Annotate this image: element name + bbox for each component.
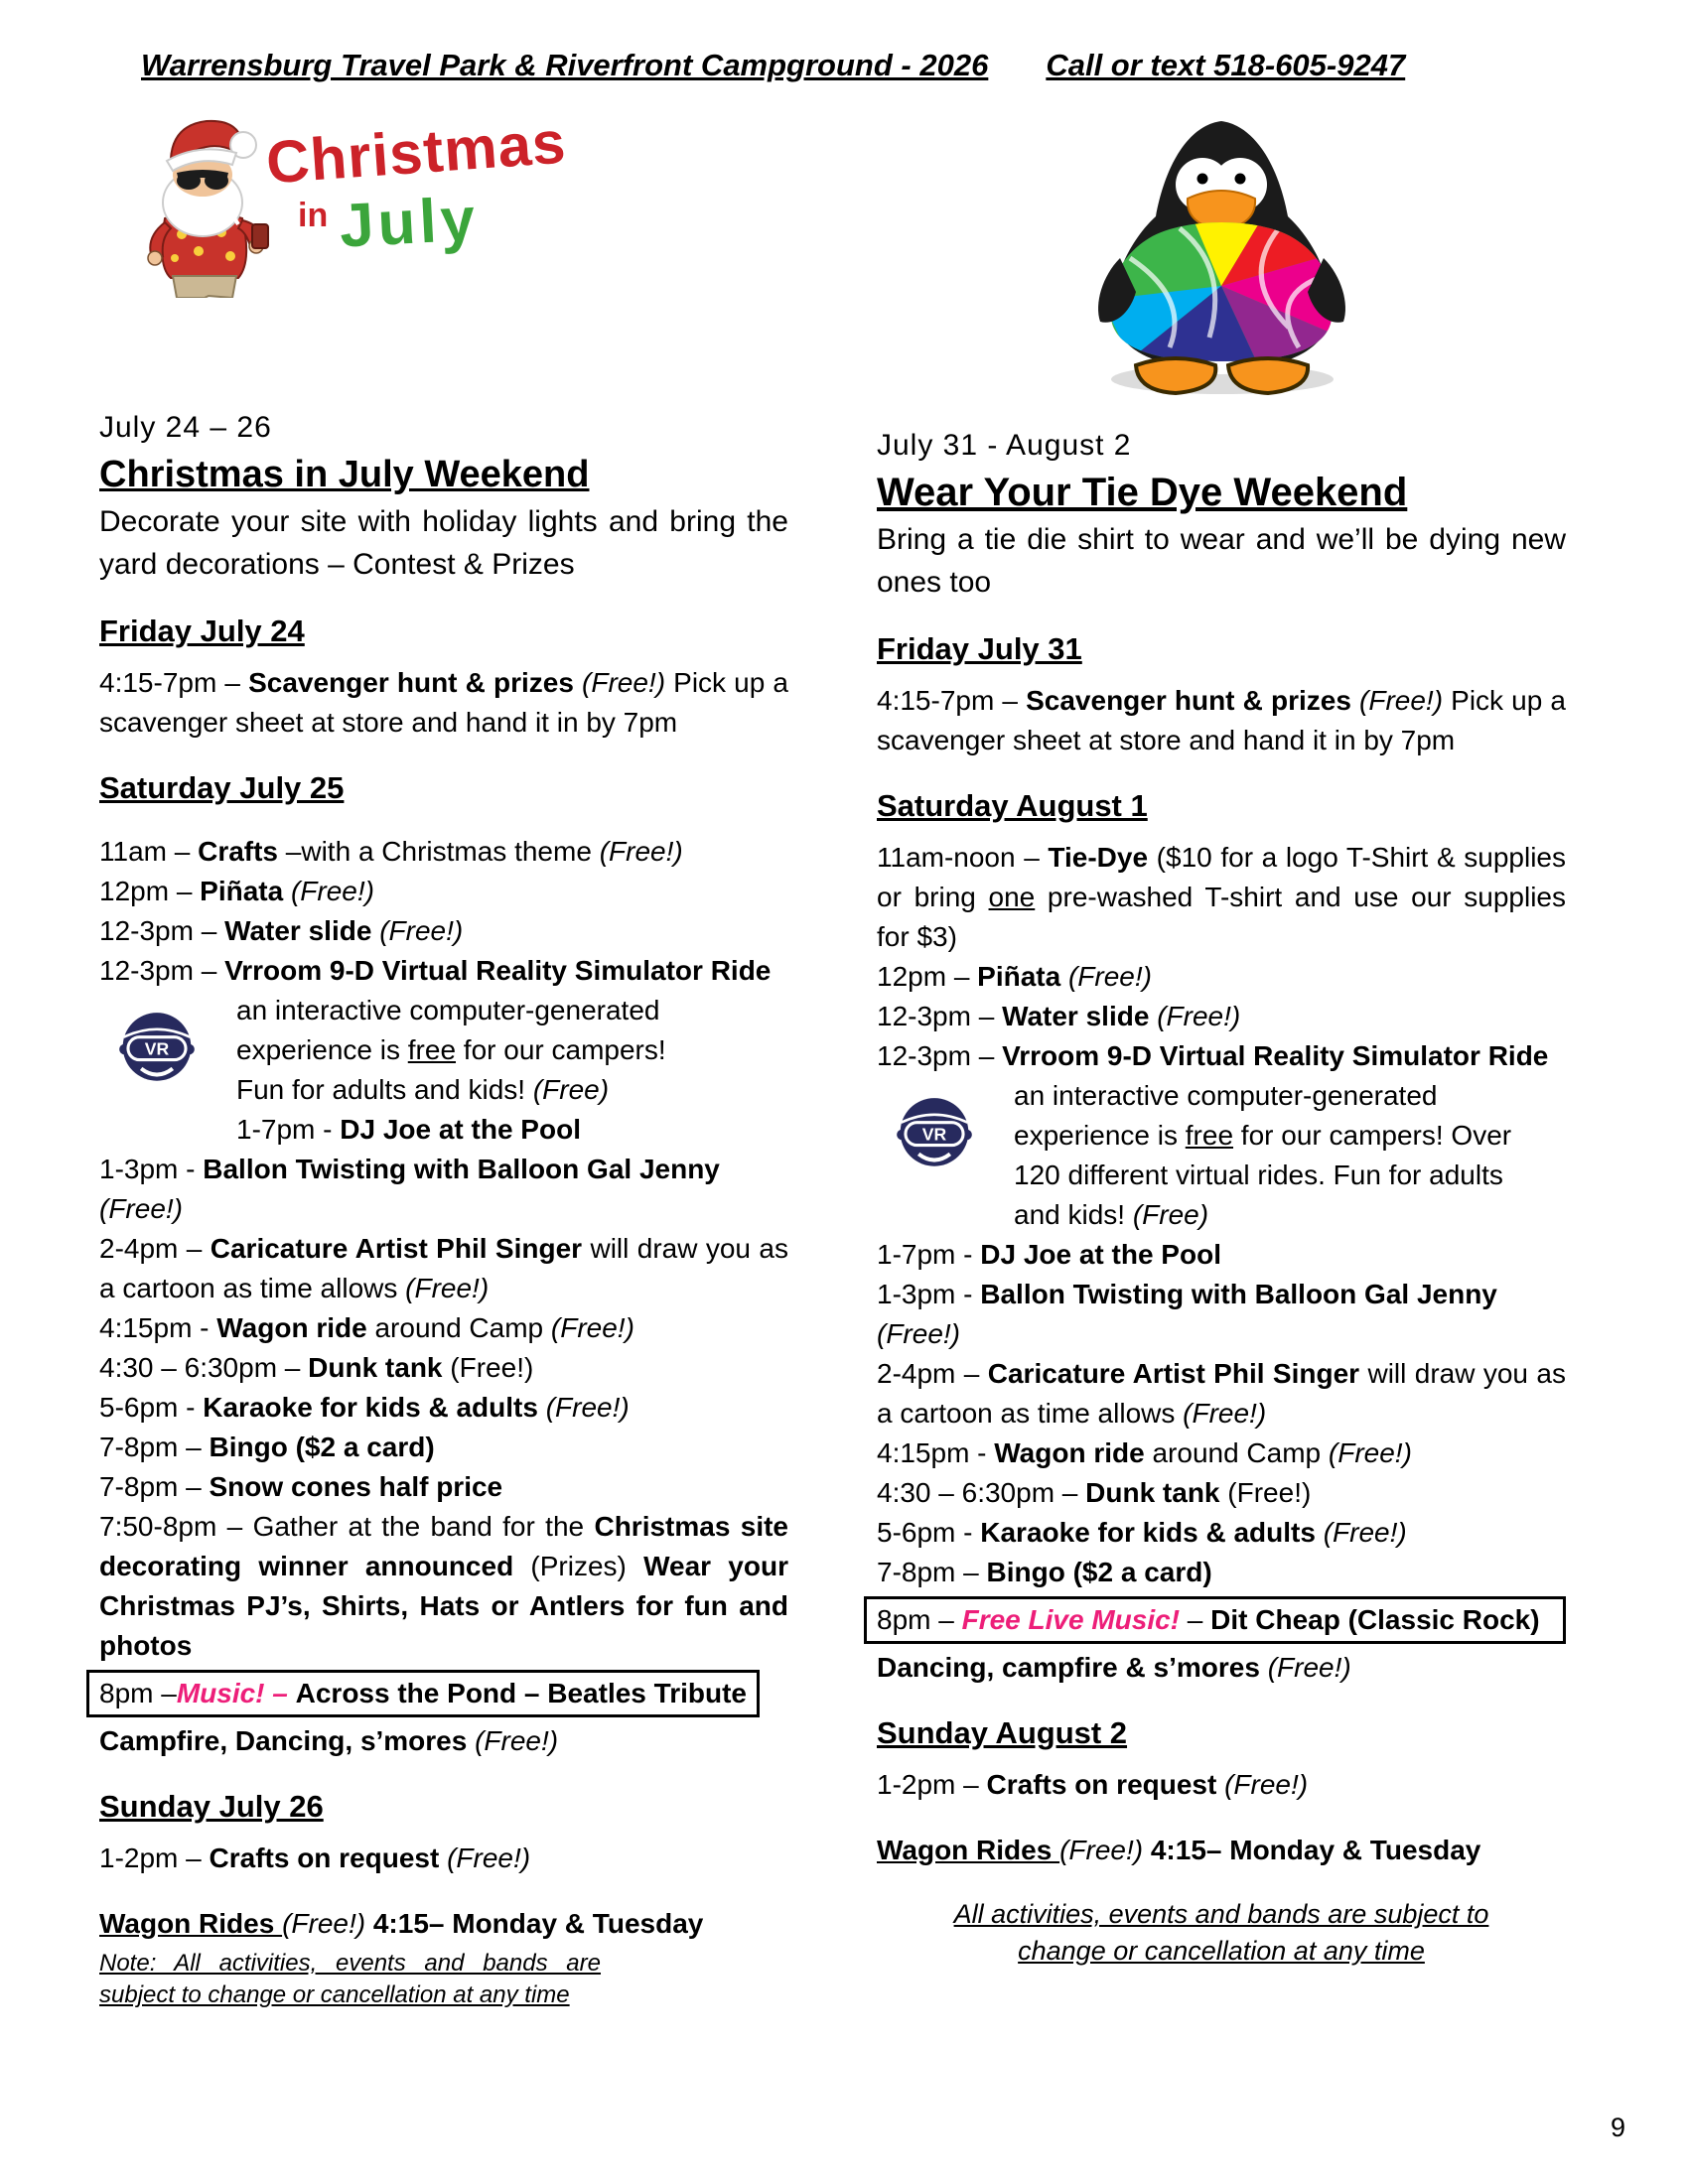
schedule-line: 7-8pm – Snow cones half price [99,1471,503,1502]
schedule-line: 1-2pm – Crafts on request (Free!) [99,1843,531,1873]
schedule-line: 5-6pm - Karaoke for kids & adults (Free!) [877,1517,1407,1548]
schedule-line: 1-3pm - Ballon Twisting with Balloon Gal Jenny (Free!) [877,1279,1497,1349]
schedule-line: 2-4pm – Caricature Artist Phil Singer will draw you as a cartoon as time allows (Free!) [877,1358,1566,1429]
schedule-line: 12pm – Piñata (Free!) [877,961,1152,992]
schedule-line: 1-3pm - Ballon Twisting with Balloon Gal Jenny (Free!) [99,1154,720,1224]
schedule-line: Campfire, Dancing, s’mores (Free!) [99,1725,559,1756]
logo-word-christmas: Christmas [263,108,569,197]
schedule-line: 12-3pm – Vrroom 9-D Virtual Reality Simulator Ride [99,955,772,986]
wagon-rides-line: Wagon Rides (Free!) 4:15– Monday & Tuesday [877,1835,1481,1865]
day-heading: Sunday July 26 [99,1789,324,1824]
section-saturday [877,786,1566,1688]
weekend-description: Bring a tie die shirt to wear and we’ll be dying new ones too [877,523,1566,599]
right-column-tie-dye-weekend [877,425,1566,1970]
tie-dye-penguin-image [1090,109,1353,399]
schedule-line: 1-7pm - DJ Joe at the Pool [877,1239,1221,1270]
schedule-line: 1-2pm – Crafts on request (Free!) [877,1769,1309,1800]
vr-ride-description: an interactive computer-generated experience is free for our campers! Fun for adults and kids! (Free) [236,995,666,1105]
logo-word-july: July [338,185,481,261]
schedule-line: 7-8pm – Bingo ($2 a card) [877,1557,1212,1587]
day-heading: Friday July 24 [99,614,305,648]
schedule-line: 12-3pm – Water slide (Free!) [99,915,464,946]
schedule-line: 8pm –Music! – Across the Pond – Beatles Tribute [86,1670,760,1717]
disclaimer-note: All activities, events and bands are subject to change or cancellation at any time [953,1899,1489,1966]
vr-ride-detail [877,1076,1566,1235]
schedule-line: 12-3pm – Vrroom 9-D Virtual Reality Simulator Ride [877,1040,1549,1071]
schedule-line: 1-7pm - DJ Joe at the Pool [236,1114,581,1145]
disclaimer-note: Note: All activities, events and bands are subject to change or cancellation at any time [99,1950,601,2008]
schedule-line: 11am-noon – Tie-Dye ($10 for a logo T-Shirt & supplies or bring one pre-washed T-shirt and use our supplies for $3) [877,842,1566,952]
schedule-line: 8pm – Free Live Music! – Dit Cheap (Classic Rock) [864,1596,1566,1644]
contact-phone: Call or text 518-605-9247 [1046,48,1406,82]
schedule-line: 11am – Crafts –with a Christmas theme (Free!) [99,836,683,867]
schedule-line: 4:15-7pm – Scavenger hunt & prizes (Free!) Pick up a scavenger sheet at store and hand it in by 7pm [877,685,1566,755]
section-sunday [99,1787,788,1878]
weekend-description: Decorate your site with holiday lights and bring the yard decorations – Contest & Prizes [99,505,788,581]
christmas-in-july-logo [127,107,569,298]
schedule-line: 7:50-8pm – Gather at the band for the Christmas site decorating winner announced (Prizes) Wear your Christmas PJ’s, Shirts, Hats or Antlers for fun and photos [99,1511,789,1661]
section-friday [877,629,1566,760]
schedule-line: 12-3pm – Water slide (Free!) [877,1001,1241,1031]
vr-headset-icon [113,999,201,1086]
day-heading: Sunday August 2 [877,1715,1128,1750]
schedule-line: 2-4pm – Caricature Artist Phil Singer will draw you as a cartoon as time allows (Free!) [99,1233,788,1303]
weekend-title: Christmas in July Weekend [99,454,590,495]
left-column-christmas-weekend [99,407,788,2011]
campground-title: Warrensburg Travel Park & Riverfront Campground - 2026 [141,48,989,82]
weekend-title: Wear Your Tie Dye Weekend [877,471,1408,514]
vr-ride-detail [99,991,788,1110]
schedule-line: 7-8pm – Bingo ($2 a card) [99,1432,435,1462]
vr-ride-description: an interactive computer-generated experience is free for our campers! Over 120 different virtual rides. Fun for adults and kids! (Free) [1014,1080,1512,1230]
date-range: July 24 – 26 [99,411,272,444]
schedule-line: 4:30 – 6:30pm – Dunk tank (Free!) [877,1477,1312,1508]
section-sunday [877,1713,1566,1805]
schedule-line: 4:15-7pm – Scavenger hunt & prizes (Free!) Pick up a scavenger sheet at store and hand it in by 7pm [99,667,788,738]
schedule-line: 4:30 – 6:30pm – Dunk tank (Free!) [99,1352,534,1383]
page-header [141,48,1551,83]
svg-text:VR: VR [144,1038,170,1059]
svg-text:VR: VR [921,1124,947,1145]
day-heading: Friday July 31 [877,631,1082,666]
vr-headset-icon [891,1084,978,1171]
logo-word-in: in [298,197,329,234]
page-number: 9 [1611,2113,1626,2142]
schedule-line: 4:15pm - Wagon ride around Camp (Free!) [877,1437,1412,1468]
section-saturday [99,768,788,1761]
schedule-line: 5-6pm - Karaoke for kids & adults (Free!) [99,1392,630,1423]
day-heading: Saturday August 1 [877,788,1148,823]
section-friday [99,612,788,743]
schedule-line: Dancing, campfire & s’mores (Free!) [877,1652,1351,1683]
wagon-rides-line: Wagon Rides (Free!) 4:15– Monday & Tuesday [99,1908,704,1939]
day-heading: Saturday July 25 [99,770,345,805]
date-range: July 31 - August 2 [877,429,1132,462]
schedule-line: 4:15pm - Wagon ride around Camp (Free!) [99,1312,634,1343]
schedule-line: 12pm – Piñata (Free!) [99,876,374,906]
